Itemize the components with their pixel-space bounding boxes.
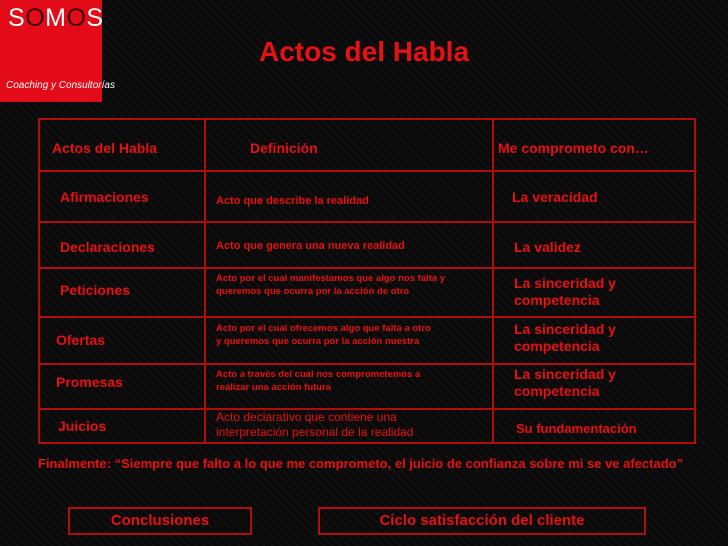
definition-peticiones: Acto por el cual manifestamos que algo nos falta y queremos que ocurra por la acción de otro [216,273,446,297]
commitment-declaraciones: La validez [514,239,581,255]
commitment-promesas: La sinceridad y competencia [514,366,616,399]
logo-subtitle: Coaching y Consultorías [6,80,115,91]
definition-afirmaciones: Acto que describe la realidad [216,195,369,207]
act-declaraciones: Declaraciones [60,239,155,255]
page-title: Actos del Habla [258,36,470,67]
definition-ofertas: Acto por el cual ofrecemos algo que falta a otro y queremos que ocurra por la acción nuestra [216,323,431,347]
header-definition: Definición [250,140,318,156]
commitment-afirmaciones: La veracidad [512,189,598,205]
speech-acts-table [38,118,696,444]
act-afirmaciones: Afirmaciones [60,189,149,205]
act-peticiones: Peticiones [60,282,131,298]
commitment-peticiones: La sinceridad y competencia [514,275,616,308]
client-satisfaction-cycle-button[interactable]: Ciclo satisfacción del cliente [318,507,646,535]
row-divider [40,267,694,269]
definition-declaraciones: Acto que genera una nueva realidad [216,240,405,252]
row-divider [40,170,694,172]
act-juicios: Juicios [58,418,107,434]
definition-promesas: Acto a través del cual nos comprometemos a realizar una acción futura [216,369,421,393]
column-divider [204,120,206,442]
row-divider [40,363,694,365]
act-ofertas: Ofertas [56,332,106,348]
header-acts: Actos del Habla [52,140,158,156]
logo-wordmark: SOMOS [8,4,104,32]
act-promesas: Promesas [56,374,123,390]
commitment-juicios: Su fundamentación [516,421,637,436]
final-note: Finalmente: “Siempre que falto a lo que me comprometo, el juicio de confianza sobre mi se ve afectado” [38,456,684,471]
row-divider [40,316,694,318]
row-divider [40,221,694,223]
definition-juicios: Acto declarativo que contiene una interpretación personal de la realidad [216,410,414,439]
commitment-ofertas: La sinceridad y competencia [514,321,616,354]
conclusions-button[interactable]: Conclusiones [68,507,252,535]
column-divider [492,120,494,442]
header-commitment: Me comprometo con… [498,140,649,156]
